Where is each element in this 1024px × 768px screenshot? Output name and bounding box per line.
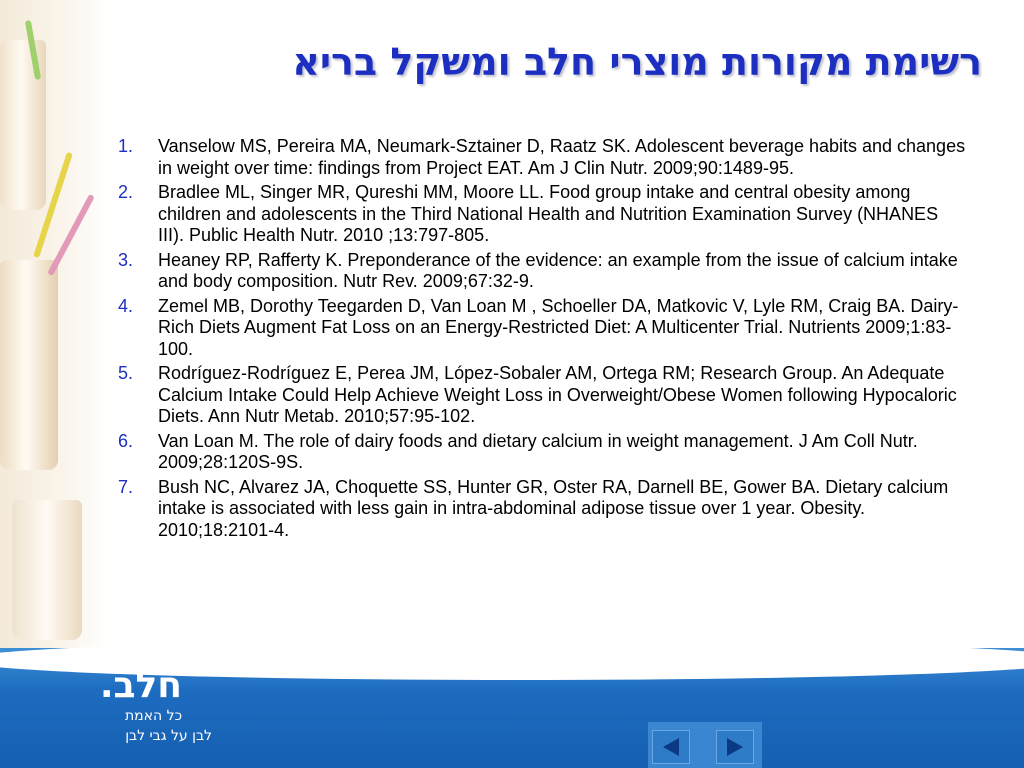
reference-text: Bush NC, Alvarez JA, Choquette SS, Hunter GR, Oster RA, Darnell BE, Gower BA. Dietary calcium intake is associated with less gain in intra-abdominal adipose tissue over 1 year. Obesity. 2010;18:2101-4.	[158, 476, 949, 540]
reference-text: Bradlee ML, Singer MR, Qureshi MM, Moore LL. Food group intake and central obesity among children and adolescents in the Third National Health and Nutrition Examination Survey (NHANES III). Public Health Nutr. 2010 ;13:797-805.	[158, 182, 939, 245]
reference-number: 6.	[118, 430, 134, 451]
reference-item	[118, 477, 968, 542]
reference-number: 5.	[118, 363, 134, 383]
slide-title: רשימת מקורות מוצרי חלב ומשקל בריא	[292, 40, 982, 84]
milk-glasses-image	[0, 0, 110, 650]
reference-number: 3.	[118, 249, 134, 270]
reference-number: 1.	[118, 136, 134, 156]
reference-item	[118, 296, 968, 361]
logo-tagline-2: לבן על גבי לבן	[125, 728, 212, 744]
reference-item	[118, 363, 968, 428]
reference-text: Heaney RP, Rafferty K. Preponderance of the evidence: an example from the issue of calcium intake and body composition. Nutr Rev. 2009;67:32-9.	[158, 249, 958, 291]
reference-text: Vanselow MS, Pereira MA, Neumark-Sztainer D, Raatz SK. Adolescent beverage habits and changes in weight over time: findings from Project EAT. Am J Clin Nutr. 2009;90:1489-95.	[158, 136, 966, 178]
reference-number: 4.	[118, 295, 134, 316]
previous-slide-button[interactable]	[652, 730, 690, 764]
milk-logo	[92, 665, 212, 746]
reference-text: Van Loan M. The role of dairy foods and dietary calcium in weight management. J Am Coll Nutr. 2009;28:120S-9S.	[158, 430, 918, 472]
reference-list	[118, 136, 968, 544]
triangle-left-icon	[661, 736, 681, 758]
reference-text: Rodríguez-Rodríguez E, Perea JM, López-Sobaler AM, Ortega RM; Research Group. An Adequate Calcium Intake Could Help Achieve Weight Loss in Overweight/Obese Women following Hypocaloric Diets. Ann Nutr Metab. 2010;57:95-102.	[158, 363, 957, 426]
milk-glass-graphic	[0, 40, 46, 210]
reference-item	[118, 136, 968, 179]
triangle-right-icon	[725, 736, 745, 758]
reference-text: Zemel MB, Dorothy Teegarden D, Van Loan M , Schoeller DA, Matkovic V, Lyle RM, Craig BA. Dairy-Rich Diets Augment Fat Loss on an Energy-Restricted Diet: A Multicenter Trial. Nutrients 2009;1:83-100.	[158, 295, 959, 359]
reference-item	[118, 182, 968, 247]
logo-title: חלב.	[99, 665, 182, 706]
logo-tagline-1: כל האמת	[124, 708, 182, 724]
reference-number: 7.	[118, 476, 134, 497]
reference-item	[118, 250, 968, 293]
next-slide-button[interactable]	[716, 730, 754, 764]
reference-item	[118, 431, 968, 474]
milk-glass-graphic	[12, 500, 82, 640]
milk-glass-graphic	[0, 260, 58, 470]
reference-number: 2.	[118, 182, 134, 202]
